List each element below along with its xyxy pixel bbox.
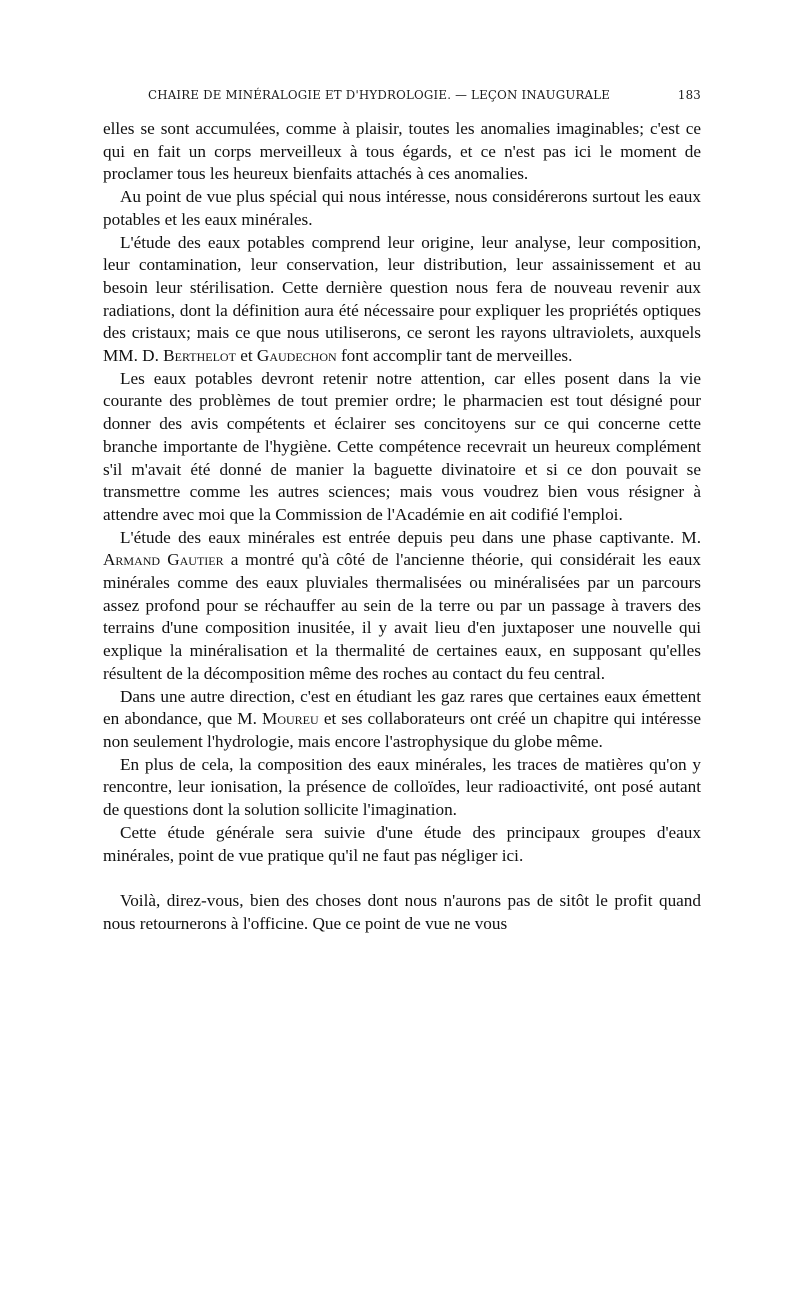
paragraph-8: Cette étude générale sera suivie d'une étude des principaux groupes d'eaux minérales, point de vue pratique qu'il ne faut pas négliger ici. xyxy=(103,822,701,865)
paragraph-3-text-c: font accomplir tant de merveilles. xyxy=(340,346,573,366)
page-number: 183 xyxy=(677,88,701,102)
paragraph-6-text-b: et ses collaborateurs ont créé un chapitre qui intéresse non seulement l'hydrologie, mais encore l'astrophysique du globe même. xyxy=(103,709,702,751)
paragraph-6 xyxy=(103,686,701,754)
running-header xyxy=(103,88,701,110)
paragraph-2: Au point de vue plus spécial qui nous intéresse, nous considérerons surtout les eaux potables et les eaux minérales. xyxy=(103,187,701,229)
paragraph-3 xyxy=(103,232,701,368)
paragraph-3-text-b: et xyxy=(240,346,253,366)
paragraph-6-text-a: Dans une autre direction, c'est en étudiant les gaz rares que certaines eaux émettent en abondance, que M. xyxy=(103,686,701,729)
paragraph-9: Voilà, direz-vous, bien des choses dont nous n'aurons pas de sitôt le profit quand nous retournerons à l'officine. Que ce point de vue ne vous xyxy=(103,891,701,933)
author-name-berthelot: Berthelot xyxy=(163,346,236,366)
paragraph-5-text-a: L'étude des eaux minérales est entrée depuis peu dans une phase captivante. M. xyxy=(120,527,701,547)
paragraph-4: Les eaux potables devront retenir notre attention, car elles posent dans la vie courante des problèmes de tout premier ordre; le pharmacien est tout désigné pour donner des avis compétents et éclairer ses concitoyens sur ce qui concerne cette branche importante de l'hygiène. Cette compétence recevrait un heureux complément s'il m'avait été donné de manier la baguette divinatoire et si ce don pouvait se transmettre comme les autres sciences; mais vous voudrez bien vous résigner à attendre avec moi que la Commission de l'Académie en ait codifié l'emploi. xyxy=(103,368,701,524)
paragraph-7: En plus de cela, la composition des eaux minérales, les traces de matières qu'on y rencontre, leur ionisation, la présence de colloïdes, leur radioactivité, ont posé autant de questions dont la solution sollicite l'imagination. xyxy=(103,754,701,820)
author-name-armand-gautier: Armand Gautier xyxy=(103,550,224,570)
body-text xyxy=(103,118,701,936)
author-name-gaudechon: Gaudechon xyxy=(256,346,337,366)
paragraph-5 xyxy=(103,527,701,686)
header-title: CHAIRE DE MINÉRALOGIE ET D'HYDROLOGIE. — LEÇON INAUGURALE xyxy=(148,88,611,102)
paragraph-3-text-a: L'étude des eaux potables comprend leur origine, leur analyse, leur composition, leur contamination, leur conservation, leur distribution, leur assainissement et au besoin leur stérilisation. Cette dernière question nous fera de nouveau revenir aux radiations, dont la définition aura été nécessaire pour expliquer les propriétés optiques des cristaux; mais ce que nous utiliserons, ce seront les rayons ultraviolets, auxquels MM. D. xyxy=(103,232,701,366)
author-name-moureu: Moureu xyxy=(262,709,319,729)
paragraph-5-text-b: a montré qu'à côté de l'ancienne théorie, qui considérait les eaux minérales comme des eaux pluviales thermalisées ou minéralisées par un parcours assez profond pour se réchauffer au sein de la terre ou par un passage à travers des terrains d'une composition inusitée, il y avait lieu d'en juxtaposer une nouvelle qui explique la minéralisation et la thermalité de certaines eaux, en supposant qu'elles résultent de la décomposition même des roches au contact du feu central. xyxy=(103,550,701,683)
paragraph-1: elles se sont accumulées, comme à plaisir, toutes les anomalies imaginables; c'est ce qui en fait un corps merveilleux à tous égards, et ce n'est pas ici le moment de proclamer tous les heureux bienfaits attachés à ces anomalies. xyxy=(103,119,701,184)
